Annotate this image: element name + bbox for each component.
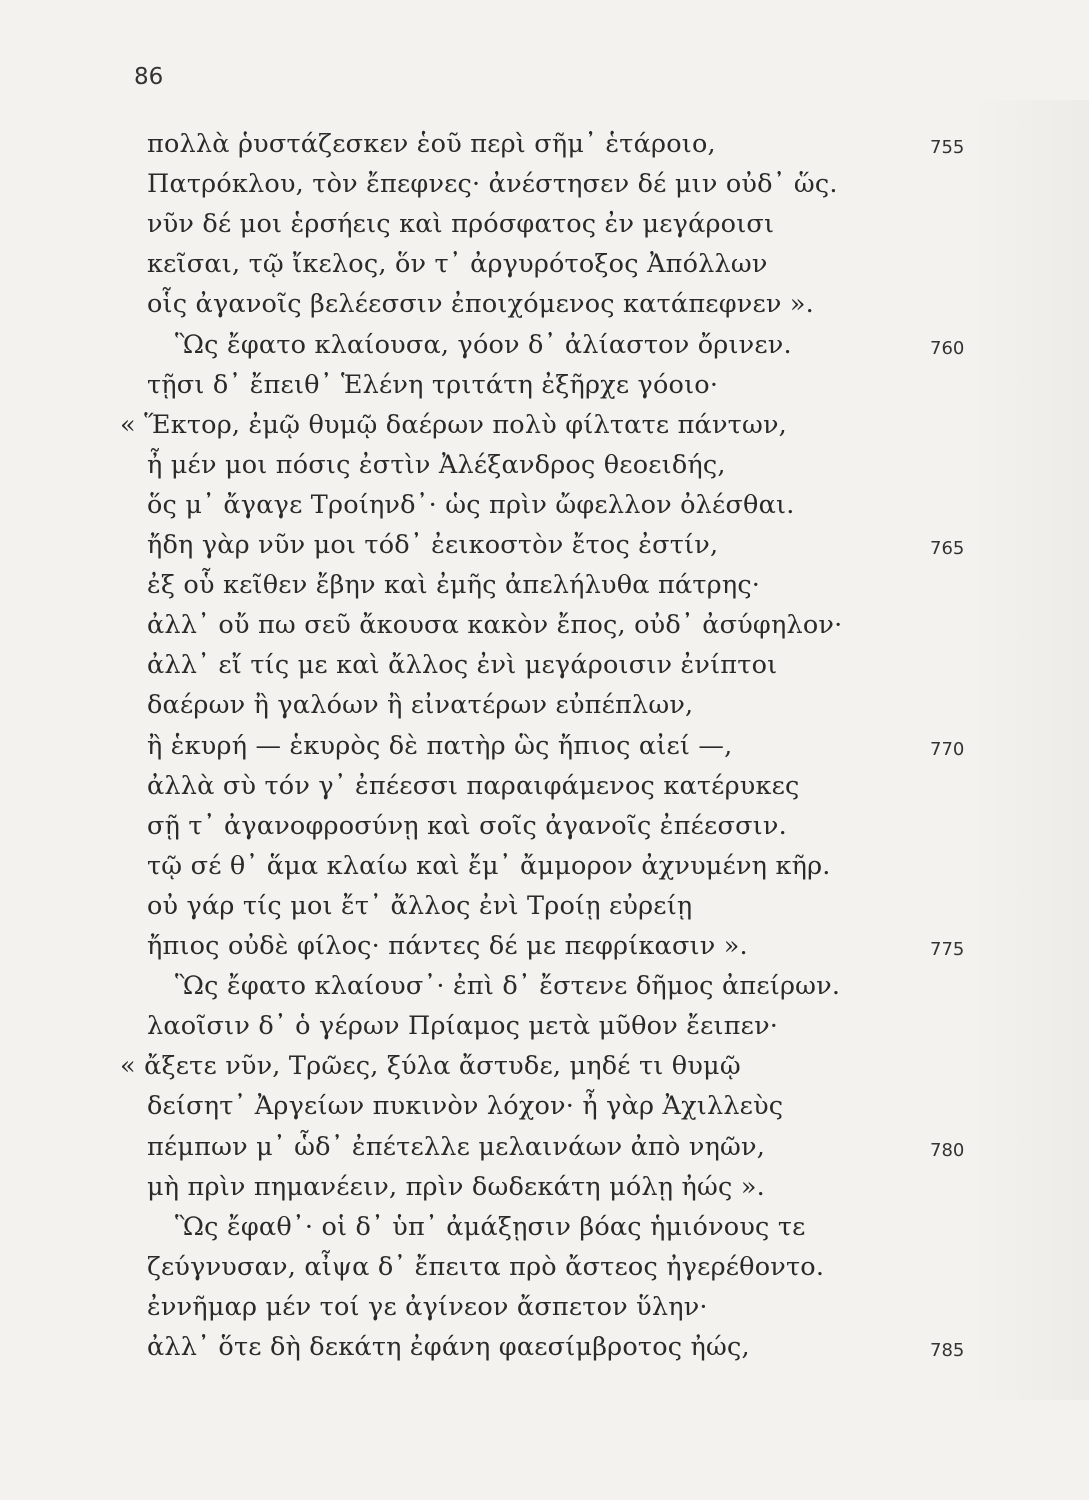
line-number: 775 [930,939,965,960]
verse-line: Ὣς ἔφατο κλαίουσα, γόον δ᾽ ἀλίαστον ὄρινεν. [175,329,792,360]
verse-line: πέμπων μ᾽ ὧδ᾽ ἐπέτελλε μελαινάων ἀπὸ νηῶν, [147,1131,766,1162]
line-number: 770 [930,738,965,760]
verse-line: ἀλλὰ σὺ τόν γ᾽ ἐπέεσσι παραιφάμενος κατέρυκες [147,770,800,801]
verse-line: ἤδη γὰρ νῦν μοι τόδ᾽ ἐεικοστὸν ἔτος ἐστίν, [147,530,719,560]
verse-line: τῇσι δ᾽ ἔπειθ᾽ Ἑλένη τριτάτη ἐξῆρχε γόοιο· [147,369,719,400]
line-number: 780 [930,1139,965,1161]
page-number: 86 [134,64,164,90]
verse-line: ἢ ἑκυρή — ἑκυρὸς δὲ πατὴρ ὣς ἤπιος αἰεί —, [147,730,733,761]
verse-line: ἀλλ᾽ οὔ πω σεῦ ἄκουσα κακὸν ἔπος, οὐδ᾽ ἀσύφηλον· [147,610,843,641]
verse-line: ἐξ οὗ κεῖθεν ἔβην καὶ ἐμῆς ἀπελήλυθα πάτρης· [147,570,761,601]
verse-line: οἷς ἀγανοῖς βελέεσσιν ἐποιχόμενος κατάπεφνεν ». [147,289,814,320]
verse-line: μὴ πρὶν πημανέειν, πρὶν δωδεκάτη μόλῃ ἠώς ». [147,1171,765,1202]
show-through-shadow [969,100,1089,1400]
verse-line: δείσητ᾽ Ἀργείων πυκινὸν λόχον· ἦ γὰρ Ἀχιλλεὺς [147,1091,784,1122]
verse-line: τῷ σέ θ᾽ ἅμα κλαίω καὶ ἔμ᾽ ἄμμορον ἀχνυμένη κῆρ. [147,850,831,881]
line-number: 755 [930,137,965,158]
verse-line: δαέρων ἢ γαλόων ἢ εἰνατέρων εὐπέπλων, [147,690,694,721]
verse-line: « Ἕκτορ, ἐμῷ θυμῷ δαέρων πολὺ φίλτατε πάντων, [120,409,787,440]
verse-line: σῇ τ᾽ ἀγανοφροσύνῃ καὶ σοῖς ἀγανοῖς ἐπέεσσιν. [147,810,787,841]
verse-line: ἤπιος οὐδὲ φίλος· πάντες δέ με πεφρίκασιν ». [147,931,748,961]
verse-line: ὅς μ᾽ ἄγαγε Τροίηνδ᾽· ὡς πρὶν ὤφελλον ὀλέσθαι. [147,489,795,520]
verse-line: Πατρόκλου, τὸν ἔπεφνες· ἀνέστησεν δέ μιν οὐδ᾽ ὥς. [147,169,838,200]
verse-line: ἦ μέν μοι πόσις ἐστὶν Ἀλέξανδρος θεοειδής, [147,449,726,480]
line-number: 760 [930,337,965,359]
verse-line: νῦν δέ μοι ἑρσήεις καὶ πρόσφατος ἐν μεγάροισι [147,209,775,240]
verse-line: οὐ γάρ τίς μοι ἔτ᾽ ἄλλος ἐνὶ Τροίῃ εὐρείῃ [147,890,693,921]
verse-line: κεῖσαι, τῷ ἴκελος, ὅν τ᾽ ἀργυρότοξος Ἀπόλλων [147,249,768,280]
verse-line: πολλὰ ῥυστάζεσκεν ἑοῦ περὶ σῆμ᾽ ἑτάροιο, [147,129,716,159]
verse-line: ἐννῆμαρ μέν τοί γε ἀγίνεον ἄσπετον ὕλην· [147,1291,708,1322]
verse-line: « ἄξετε νῦν, Τρῶες, ξύλα ἄστυδε, μηδέ τι θυμῷ [120,1051,741,1082]
line-number: 765 [930,538,965,559]
verse-line: Ὣς ἔφατο κλαίουσ᾽· ἐπὶ δ᾽ ἔστενε δῆμος ἀπείρων. [175,971,841,1002]
verse-line: Ὣς ἔφαθ᾽· οἱ δ᾽ ὑπ᾽ ἀμάξῃσιν βόας ἡμιόνους τε [175,1211,806,1242]
verse-line: ἀλλ᾽ εἴ τίς με καὶ ἄλλος ἐνὶ μεγάροισιν ἐνίπτοι [147,650,778,681]
line-number: 785 [930,1340,965,1361]
verse-line: λαοῖσιν δ᾽ ὁ γέρων Πρίαμος μετὰ μῦθον ἔειπεν· [147,1011,779,1042]
verse-line: ἀλλ᾽ ὅτε δὴ δεκάτη ἐφάνη φαεσίμβροτος ἠώς, [147,1332,750,1362]
verse-line: ζεύγνυσαν, αἶψα δ᾽ ἔπειτα πρὸ ἄστεος ἠγερέθοντο. [147,1251,825,1282]
